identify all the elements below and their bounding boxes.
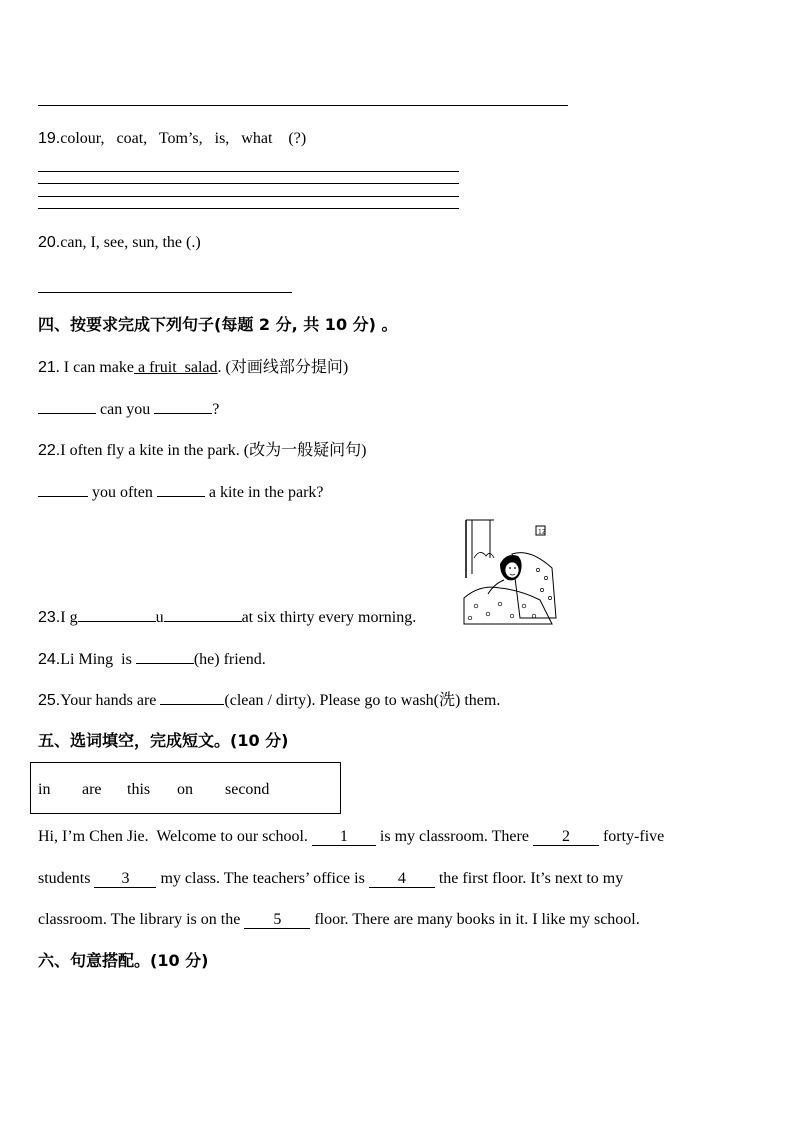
question-23 <box>38 607 416 628</box>
answer-line-20 <box>38 292 292 293</box>
passage-text: my class. The teachers’ office is <box>156 870 369 887</box>
question-22 <box>38 441 366 461</box>
blank-input[interactable] <box>154 399 212 414</box>
blank-input[interactable] <box>38 482 88 497</box>
question-text-pre: I g <box>60 609 78 626</box>
answer-line-18 <box>38 105 568 106</box>
passage-text: forty-five <box>598 828 665 845</box>
passage-text: students <box>38 870 95 887</box>
blank-input[interactable] <box>136 649 194 664</box>
question-number: 20. <box>38 234 61 251</box>
question-number: 23. <box>38 609 61 626</box>
question-number: 24. <box>38 651 61 668</box>
question-text-mid: u <box>155 609 164 626</box>
answer-text: a kite in the park? <box>204 484 324 501</box>
word-option: on <box>177 781 193 798</box>
answer-line-19d <box>38 208 459 209</box>
svg-text:12: 12 <box>538 528 546 536</box>
girl-in-bed-illustration <box>460 518 560 626</box>
passage-text: the first floor. It’s next to my <box>434 870 624 887</box>
passage-text: classroom. The library is on the <box>38 911 245 928</box>
question-21 <box>38 358 348 378</box>
question-text-post: at six thirty every morning. <box>241 609 417 626</box>
answer-text: can you <box>96 401 155 418</box>
blank-input[interactable] <box>164 607 242 622</box>
gap-1[interactable]: 1 <box>312 829 376 846</box>
passage-line-3 <box>38 910 640 930</box>
question-text-post: (he) friend. <box>193 651 266 668</box>
section-6-heading: 六、句意搭配。(10 分) <box>38 951 209 970</box>
answer-21 <box>38 399 219 420</box>
question-text-post: (clean / dirty). Please go to wash(洗) them. <box>224 692 501 709</box>
question-number: 25. <box>38 692 61 709</box>
word-option: are <box>82 781 102 798</box>
question-number: 22. <box>38 442 61 459</box>
gap-3[interactable]: 3 <box>94 871 156 888</box>
question-number: 19. <box>38 130 61 147</box>
answer-text: ? <box>212 401 220 418</box>
question-text-pre: Your hands are <box>60 692 161 709</box>
question-text: colour, coat, Tom’s, is, what (?) <box>60 130 307 147</box>
question-number: 21 <box>38 359 56 376</box>
passage-text: floor. There are many books in it. I like my school. <box>310 911 640 928</box>
word-option: second <box>225 781 270 798</box>
question-text-pre: Li Ming is <box>60 651 136 668</box>
question-24 <box>38 649 266 670</box>
answer-text: you often <box>88 484 157 501</box>
blank-input[interactable] <box>157 482 205 497</box>
question-text: can, I, see, sun, the (.) <box>60 234 201 251</box>
gap-5[interactable]: 5 <box>244 912 310 929</box>
gap-2[interactable]: 2 <box>533 829 599 846</box>
question-19 <box>38 129 306 149</box>
section-5-heading: 五、选词填空，完成短文。(10 分) <box>38 731 289 750</box>
passage-text: is my classroom. There <box>375 828 533 845</box>
answer-line-19b <box>38 183 459 184</box>
word-option: in <box>38 781 51 798</box>
passage-line-2 <box>38 869 623 889</box>
question-20 <box>38 233 201 253</box>
passage-text: Hi, I’m Chen Jie. Welcome to our school. <box>38 828 312 845</box>
underlined-phrase: a fruit salad <box>133 359 218 376</box>
answer-22 <box>38 482 324 503</box>
question-25 <box>38 690 500 711</box>
question-text-pre: . I can make <box>55 359 134 376</box>
question-text: I often fly a kite in the park. (改为一般疑问句) <box>60 442 367 459</box>
answer-line-19c <box>38 196 459 197</box>
blank-input[interactable] <box>160 690 224 705</box>
question-text-post: . (对画线部分提问) <box>217 359 349 376</box>
answer-line-19a <box>38 171 459 172</box>
section-4-heading: 四、按要求完成下列句子(每题 2 分, 共 10 分) 。 <box>38 315 398 334</box>
blank-input[interactable] <box>38 399 96 414</box>
word-option: this <box>127 781 151 798</box>
blank-input[interactable] <box>78 607 156 622</box>
passage-line-1 <box>38 827 664 847</box>
gap-4[interactable]: 4 <box>369 871 435 888</box>
word-bank-box <box>30 762 341 814</box>
